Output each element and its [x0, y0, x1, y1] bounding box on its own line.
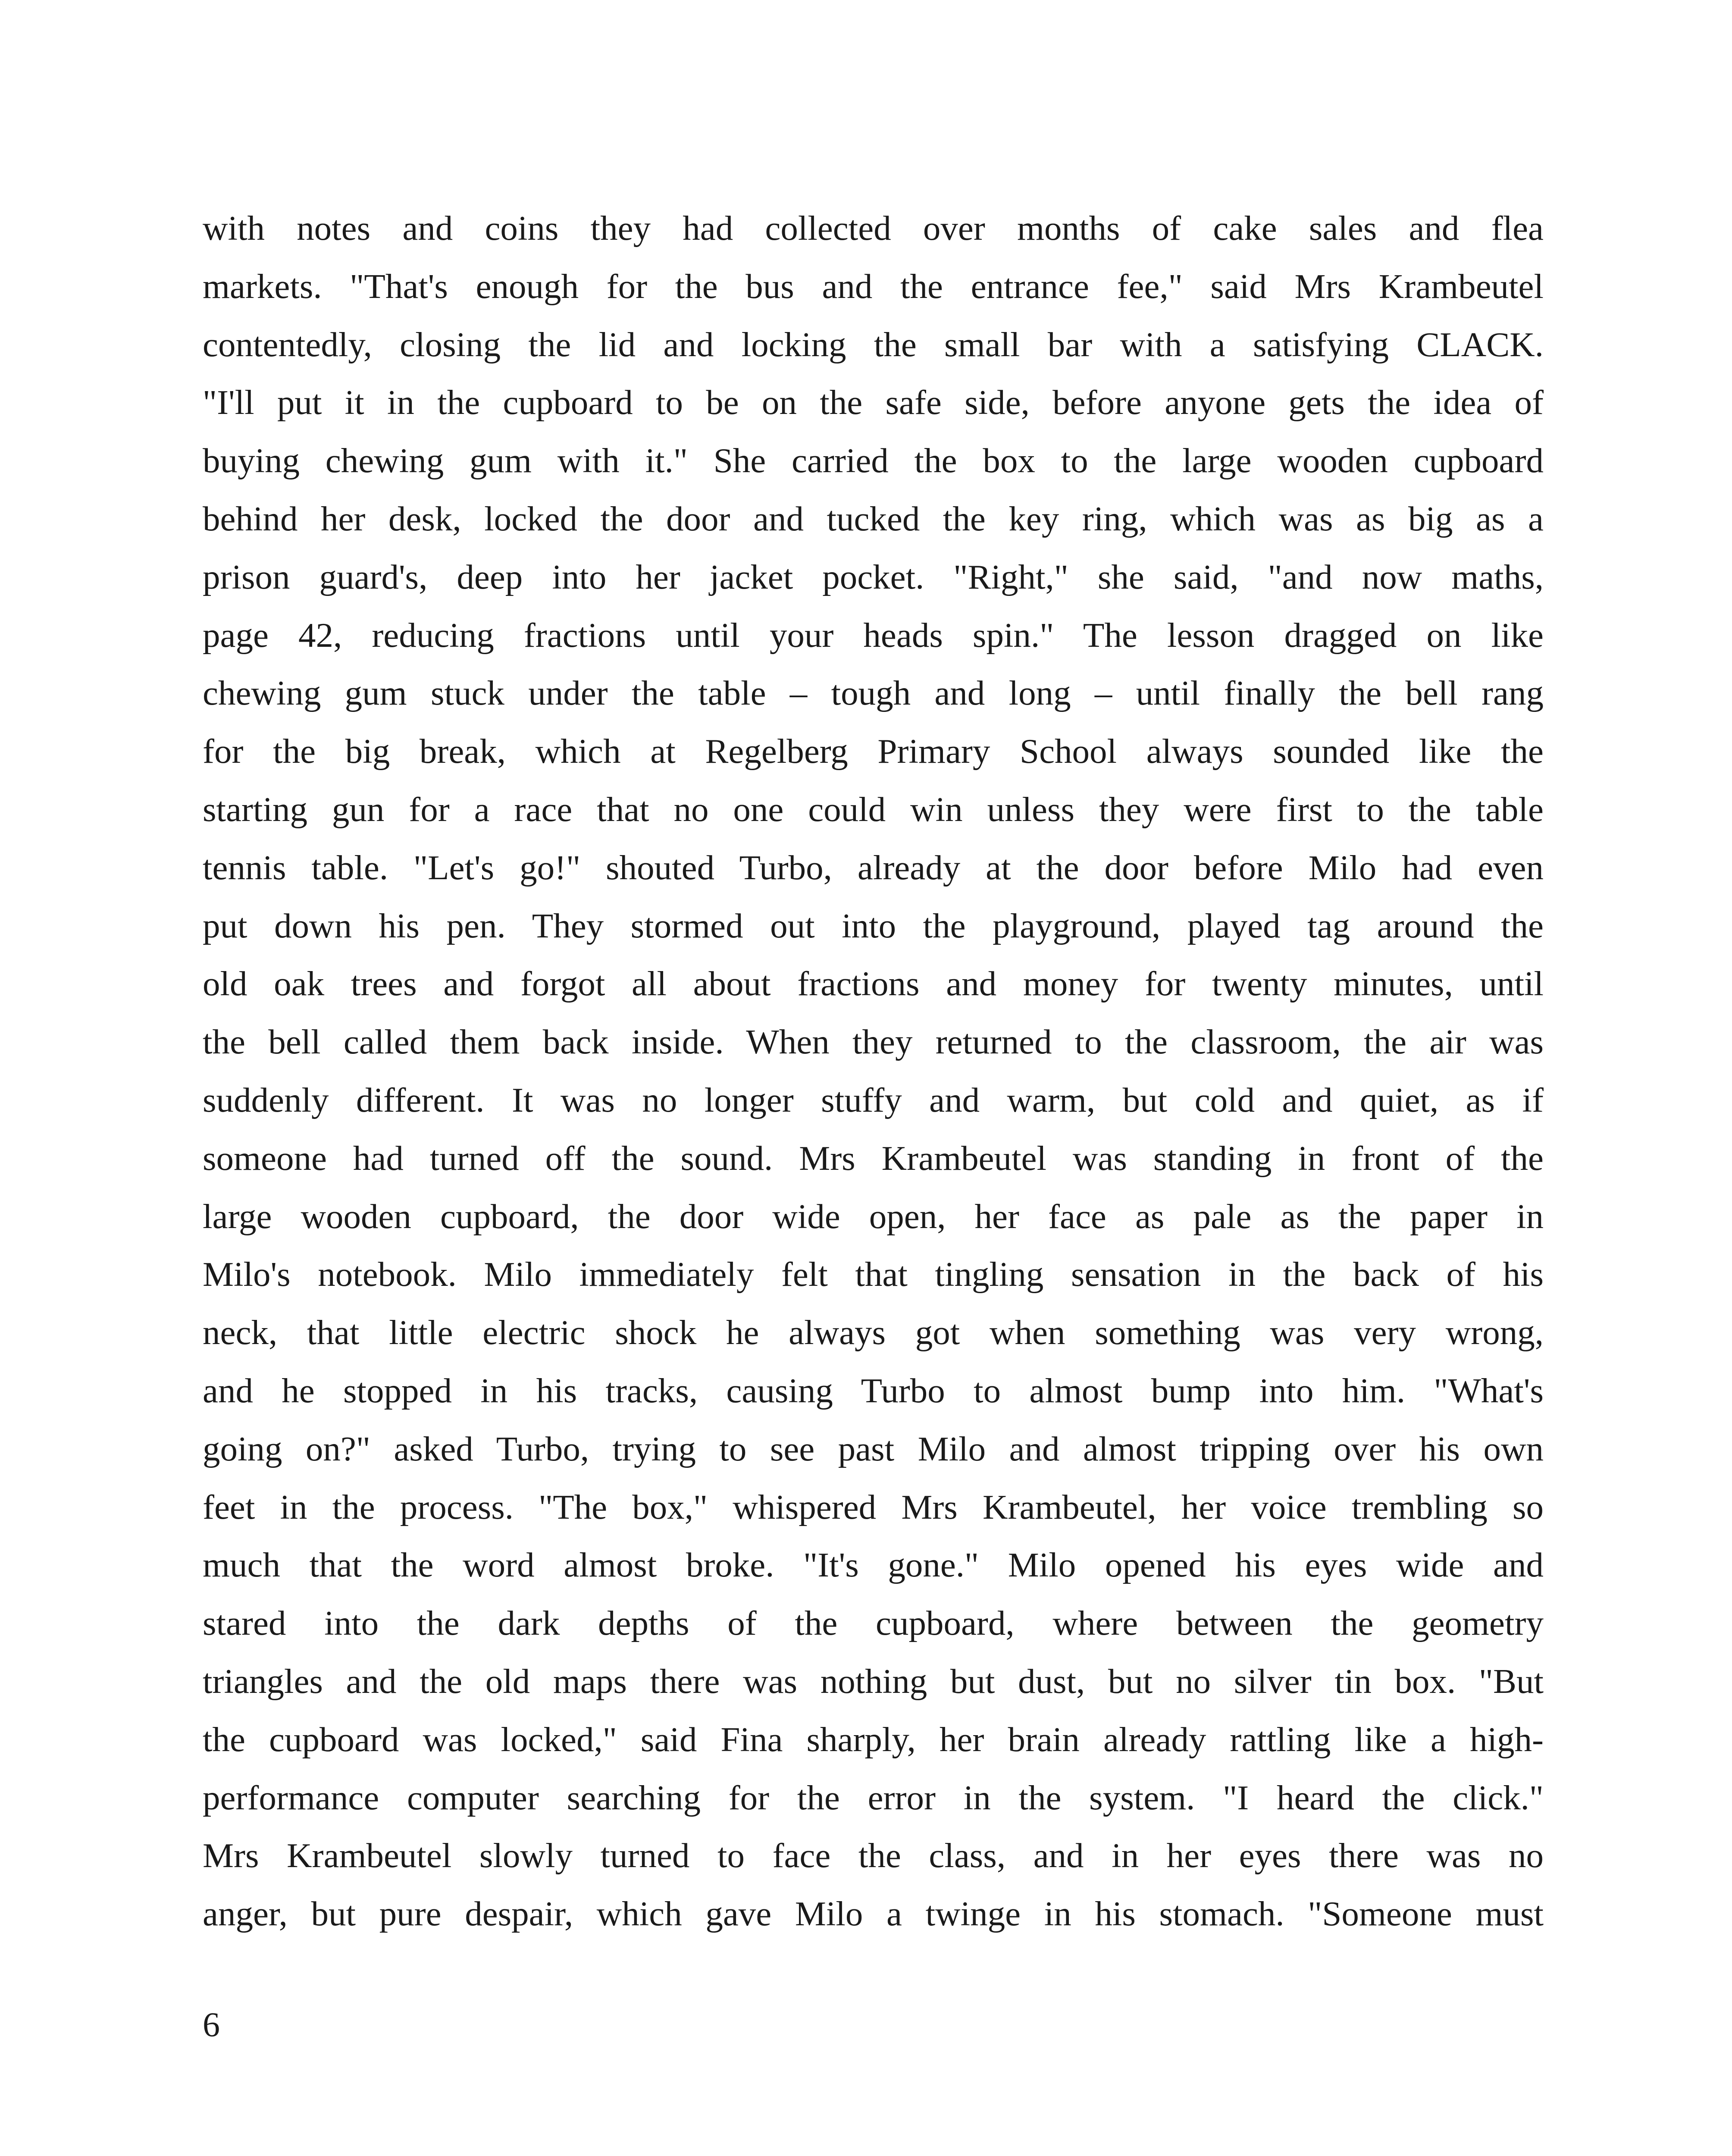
- text-line: page 42, reducing fractions until your heads spin." The lesson dragged on like: [203, 615, 1544, 655]
- text-line: contentedly, closing the lid and locking the small bar with a satisfying CLACK.: [203, 325, 1544, 364]
- text-line: suddenly different. It was no longer stuffy and warm, but cold and quiet, as if: [203, 1080, 1544, 1119]
- text-line: the cupboard was locked," said Fina sharply, her brain already rattling like a high-: [203, 1720, 1544, 1759]
- text-line: prison guard's, deep into her jacket pocket. "Right," she said, "and now maths,: [203, 557, 1544, 596]
- text-line: anger, but pure despair, which gave Milo a twinge in his stomach. "Someone must: [203, 1894, 1544, 1934]
- text-line: buying chewing gum with it." She carried the box to the large wooden cupboard: [203, 441, 1544, 480]
- text-line: going on?" asked Turbo, trying to see past Milo and almost tripping over his own: [203, 1429, 1544, 1468]
- text-line: markets. "That's enough for the bus and the entrance fee," said Mrs Krambeutel: [203, 266, 1544, 306]
- text-line: feet in the process. "The box," whispered Mrs Krambeutel, her voice trembling so: [203, 1487, 1544, 1526]
- text-line: performance computer searching for the error in the system. "I heard the click.": [203, 1778, 1544, 1817]
- text-line: old oak trees and forgot all about fractions and money for twenty minutes, until: [203, 964, 1544, 1003]
- text-line: Mrs Krambeutel slowly turned to face the class, and in her eyes there was no: [203, 1836, 1544, 1875]
- text-line: tennis table. "Let's go!" shouted Turbo, already at the door before Milo had even: [203, 848, 1544, 887]
- text-line: triangles and the old maps there was nothing but dust, but no silver tin box. "But: [203, 1661, 1544, 1701]
- text-line: much that the word almost broke. "It's gone." Milo opened his eyes wide and: [203, 1545, 1544, 1585]
- text-line: behind her desk, locked the door and tucked the key ring, which was as big as a: [203, 499, 1544, 538]
- text-line: stared into the dark depths of the cupboard, where between the geometry: [203, 1604, 1544, 1643]
- text-line: with notes and coins they had collected over months of cake sales and flea: [203, 209, 1544, 248]
- text-line: put down his pen. They stormed out into the playground, played tag around the: [203, 906, 1544, 945]
- text-line: starting gun for a race that no one could win unless they were first to the table: [203, 790, 1544, 829]
- text-line: and he stopped in his tracks, causing Turbo to almost bump into him. "What's: [203, 1371, 1544, 1410]
- text-line: Milo's notebook. Milo immediately felt that tingling sensation in the back of his: [203, 1255, 1544, 1294]
- text-line: for the big break, which at Regelberg Primary School always sounded like the: [203, 732, 1544, 771]
- text-line: someone had turned off the sound. Mrs Krambeutel was standing in front of the: [203, 1138, 1544, 1178]
- page-number: 6: [203, 2006, 220, 2044]
- text-line: large wooden cupboard, the door wide open, her face as pale as the paper in: [203, 1197, 1544, 1236]
- text-line: "I'll put it in the cupboard to be on the safe side, before anyone gets the idea of: [203, 383, 1544, 422]
- text-line: chewing gum stuck under the table – tough and long – until finally the bell rang: [203, 674, 1544, 713]
- body-paragraph: [203, 199, 1544, 1943]
- text-line: the bell called them back inside. When they returned to the classroom, the air was: [203, 1022, 1544, 1062]
- text-line: neck, that little electric shock he always got when something was very wrong,: [203, 1313, 1544, 1352]
